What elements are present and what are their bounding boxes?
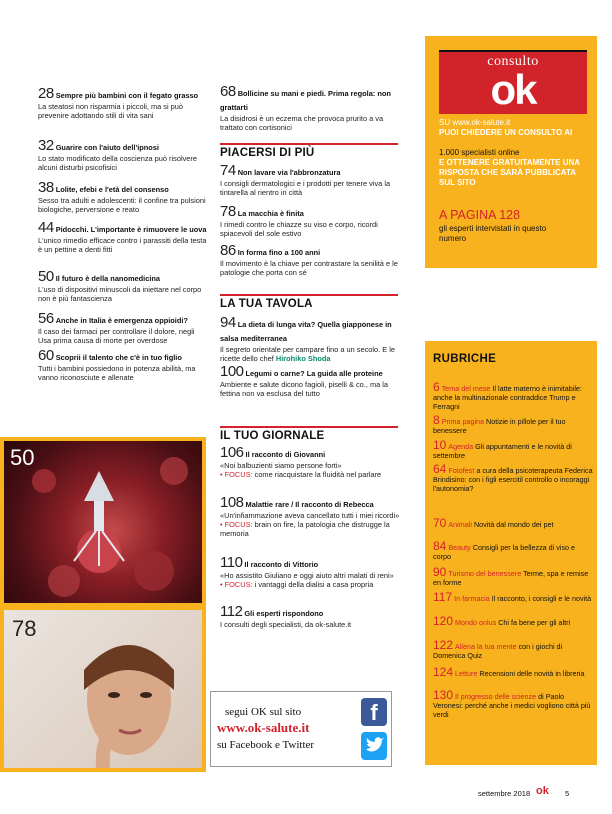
article-page-number: 86 — [220, 242, 236, 259]
article-desc: L'unico rimedio efficace contro i parassiti della testa è un pettine a denti fitti — [38, 236, 207, 255]
article-title: Anche in Italia è emergenza oppioidi? — [55, 316, 188, 325]
section-title: IL TUO GIORNALE — [220, 430, 398, 442]
rubrica-desc: a cura della psicoterapeuta Federica Brindisino: con i figli esercitil controllo o incoraggi l'autonomia? — [433, 466, 593, 493]
article-page-number: 50 — [38, 268, 54, 285]
article-title: Il racconto di Vittorio — [244, 560, 319, 569]
article-focus: • FOCUS: i vantaggi della dialisi a casa propria — [220, 580, 374, 590]
article-page-number: 38 — [38, 179, 54, 196]
rubrica-title: Tema del mese — [441, 384, 491, 393]
article-page-number: 112 — [220, 603, 243, 620]
article-page-number: 78 — [220, 203, 236, 220]
rubrica-title: Prima pagina — [441, 417, 485, 426]
article-desc: Il movimento è la chiave per contrastare la senilità e le patologie che porta con sé — [220, 259, 398, 278]
section-title: PIACERSI DI PIÙ — [220, 147, 398, 159]
rubrica-title: Letture — [455, 669, 478, 678]
rubrica-desc: Gli appuntamenti e le novità di settembre — [433, 442, 572, 460]
article-entry[interactable] — [220, 554, 400, 590]
rubrica-item[interactable] — [433, 413, 593, 436]
article-title: Guarire con l'aiuto dell'ipnosi — [55, 143, 159, 152]
article-page-number: 110 — [220, 554, 243, 571]
consulto-highlight: 1.000 specialisti online — [439, 148, 520, 157]
rubrica-page-number: 10 — [433, 438, 447, 452]
article-entry[interactable] — [38, 137, 208, 173]
article-focus: • FOCUS: come riacquistare la fluidità nel parlare — [220, 470, 382, 480]
article-page-number: 60 — [38, 347, 54, 364]
social-box — [210, 691, 392, 767]
article-focus: • FOCUS: brain on fire, la patologia che distrugge la memoria — [220, 520, 390, 539]
rubrica-item[interactable] — [433, 380, 593, 411]
rubrica-desc: Il latte materno è inimitabile: anche la multinazionale contraddice Trump e Ferragni — [433, 384, 582, 411]
consulto-page-desc: gli esperti intervistati in questo numero — [439, 224, 547, 243]
rubrica-title: Allena la tua mente — [455, 642, 517, 651]
rubrica-item[interactable] — [433, 614, 593, 628]
article-page-number: 94 — [220, 314, 236, 331]
photo-label: 78 — [12, 616, 37, 641]
article-entry[interactable] — [220, 603, 400, 629]
article-page-number: 44 — [38, 219, 54, 236]
article-page-number: 100 — [220, 363, 244, 380]
article-desc: Il caso dei farmaci per controllare il dolore, negli Usa prima causa di morte per overdose — [38, 327, 195, 346]
consulto-site[interactable]: SU www.ok-salute.it — [439, 118, 511, 127]
section-title: LA TUA TAVOLA — [220, 298, 398, 310]
rubrica-desc: di Paolo Veronesi: perché anche i medici vogliono città più verdi — [433, 692, 591, 719]
ok-logo: ok — [490, 66, 536, 113]
article-desc: I consigli dermatologici e i prodotti per tenere viva la tintarella al rientro in città — [220, 179, 391, 198]
rubrica-desc: Novità dal mondo dei pet — [473, 520, 554, 529]
article-desc: Il segreto orientale per campare fino a un secolo. E le ricette dello chef Hirohiko Shoda — [220, 345, 396, 364]
article-desc: «Ho assistito Giuliano e oggi aiuto altri malati di reni» — [220, 571, 394, 580]
rubrica-page-number: 6 — [433, 380, 440, 394]
rubrica-page-number: 130 — [433, 688, 454, 702]
twitter-icon[interactable] — [361, 732, 387, 760]
rubrica-title: Fotofest — [448, 466, 475, 475]
social-follow-text: segui OK sul sito — [225, 706, 302, 718]
rubrica-item[interactable] — [433, 688, 593, 719]
article-desc: La steatosi non risparmia i piccoli, ma si può prevenire adottando stili di vita sani — [38, 102, 184, 121]
article-title: In forma fino a 100 anni — [237, 248, 321, 257]
article-page-number: 32 — [38, 137, 54, 154]
article-page-number: 108 — [220, 494, 244, 511]
article-desc: Sesso tra adulti e adolescenti: il confine tra pulsioni biologiche, perversione e reato — [38, 196, 206, 215]
rubriche-box — [425, 341, 597, 765]
article-entry[interactable] — [220, 444, 400, 480]
rubrica-page-number: 117 — [433, 590, 453, 604]
article-page-number: 56 — [38, 310, 54, 327]
article-title: La macchia è finita — [237, 209, 304, 218]
rubrica-title: Turismo del benessere — [448, 569, 522, 578]
rubrica-desc: Notizie in pillole per il tuo benessere — [433, 417, 566, 435]
consulto-badge-text: consulto — [487, 54, 539, 69]
consulto-box — [425, 36, 597, 268]
article-page-number: 74 — [220, 162, 236, 179]
article-desc: I rimedi contro le chiazze su viso e corpo, ricordi spiacevoli del sole estivo — [220, 220, 378, 239]
rubrica-page-number: 8 — [433, 413, 440, 427]
footer-ok-logo: ok — [536, 785, 549, 797]
article-entry[interactable] — [38, 268, 208, 304]
article-entry[interactable] — [220, 162, 400, 198]
rubrica-page-number: 70 — [433, 516, 447, 530]
article-title: La dieta di lunga vita? Quella giapponese in salsa mediterranea — [220, 320, 392, 343]
rubrica-item[interactable] — [433, 462, 593, 493]
rubrica-page-number: 124 — [433, 665, 454, 679]
rubrica-desc: Recensioni delle novità in libreria — [479, 669, 585, 678]
article-title: Non lavare via l'abbronzatura — [237, 168, 341, 177]
article-entry[interactable] — [220, 203, 400, 239]
page-number: 5 — [565, 789, 570, 798]
rubrica-title: In farmacia — [454, 594, 490, 603]
rubrica-item[interactable] — [433, 638, 593, 661]
article-desc: «Un'infiammazione aveva cancellato tutti i miei ricordi» — [220, 511, 400, 520]
article-page-number: 106 — [220, 444, 244, 461]
article-page-number: 28 — [38, 85, 54, 102]
article-entry[interactable] — [38, 219, 208, 255]
rubrica-item[interactable] — [433, 665, 593, 679]
consulto-badge — [439, 50, 587, 114]
rubrica-desc: con i giochi di Domenica Quiz — [433, 642, 563, 660]
article-title: Scoprii il talento che c'è in tuo figlio — [55, 353, 182, 362]
rubrica-desc: Consigli per la bellezza di viso e corpo — [433, 543, 576, 561]
article-desc: L'uso di dispositivi minuscoli da iniettare nel corpo non è più fantascienza — [38, 285, 202, 304]
rubrica-item[interactable] — [433, 438, 593, 461]
nanomedicine-photo — [0, 437, 206, 607]
rubrica-page-number: 84 — [433, 539, 447, 553]
rubrica-item[interactable] — [433, 590, 593, 604]
article-entry[interactable] — [220, 363, 400, 399]
rubrica-item[interactable] — [433, 516, 593, 530]
article-entry[interactable] — [38, 85, 208, 121]
article-desc: La disidrosi è un eczema che provoca prurito a va trattato con cortisonici — [220, 114, 384, 133]
rubrica-desc: Terme, spa e remise en forme — [433, 569, 589, 587]
article-entry[interactable] — [220, 314, 400, 364]
consulto-body2: E OTTENERE GRATUITAMENTE UNA RISPOSTA CHE SARÀ PUBBLICATA SUL SITO — [439, 158, 580, 187]
article-desc: I consulti degli specialisti, da ok-salute.it — [220, 620, 352, 629]
social-platforms-text: su Facebook e Twitter — [217, 739, 315, 751]
rubrica-title: Il progresso delle scienze — [455, 692, 537, 701]
freckles-photo — [0, 606, 206, 772]
section-divider — [220, 294, 398, 296]
article-entry[interactable] — [38, 310, 208, 346]
article-entry[interactable] — [38, 347, 208, 383]
article-title: Bollicine su mani e piedi. Prima regola: non grattarti — [220, 89, 391, 112]
article-desc: Ambiente e salute dicono fagioli, piselli & co., ma la fettina non va esclusa del tutto — [220, 380, 389, 399]
consulto-body: PUOI CHIEDERE UN CONSULTO AI — [439, 128, 573, 137]
rubrica-desc: Chi fa bene per gli altri — [498, 618, 571, 627]
photo-label: 50 — [10, 445, 35, 470]
article-entry[interactable] — [38, 179, 208, 215]
article-title: Malattie rare / Il racconto di Rebecca — [245, 500, 374, 509]
article-title: Il racconto di Giovanni — [245, 450, 326, 459]
article-desc: «Noi balbuzienti siamo persone forti» — [220, 461, 342, 470]
rubrica-desc: Il racconto, i consigli e le novità — [491, 594, 592, 603]
article-entry[interactable] — [220, 83, 400, 133]
article-title: Sempre più bambini con il fegato grasso — [55, 91, 199, 100]
article-title: Pidocchi. L'importante è rimuovere le uova — [55, 225, 207, 234]
rubrica-page-number: 120 — [433, 614, 454, 628]
article-desc: Tutti i bambini possiedono in potenza abilità, ma vanno riconosciute e allenate — [38, 364, 196, 383]
footer-date: settembre 2018 — [478, 789, 531, 798]
section-divider — [220, 426, 398, 428]
rubrica-page-number: 122 — [433, 638, 454, 652]
article-title: Il futuro è della nanomedicina — [55, 274, 160, 283]
article-page-number: 68 — [220, 83, 236, 100]
rubrica-title: Beauty — [448, 543, 471, 552]
social-site-link[interactable]: www.ok-salute.it — [217, 720, 310, 735]
article-title: Lolite, efebi e l'età del consenso — [55, 185, 169, 194]
rubrica-title: Mondo onlus — [455, 618, 497, 627]
rubrica-item[interactable] — [433, 565, 593, 588]
article-title: Gli esperti rispondono — [244, 609, 324, 618]
rubriche-title: RUBRICHE — [433, 353, 497, 365]
facebook-icon[interactable]: f — [361, 698, 387, 726]
rubrica-page-number: 64 — [433, 462, 447, 476]
article-title: Legumi o carne? La guida alle proteine — [245, 369, 383, 378]
rubrica-title: Animali — [448, 520, 472, 529]
article-entry[interactable] — [220, 494, 400, 539]
rubrica-title: Agenda — [448, 442, 474, 451]
article-desc: Lo stato modificato della coscienza può risolvere alcuni disturbi psicofisici — [38, 154, 197, 173]
consulto-page: A PAGINA 128 — [439, 208, 521, 222]
rubrica-item[interactable] — [433, 539, 593, 562]
article-entry[interactable] — [220, 242, 400, 278]
rubrica-page-number: 90 — [433, 565, 447, 579]
chef-name: Hirohiko Shoda — [275, 354, 331, 364]
section-divider — [220, 143, 398, 145]
